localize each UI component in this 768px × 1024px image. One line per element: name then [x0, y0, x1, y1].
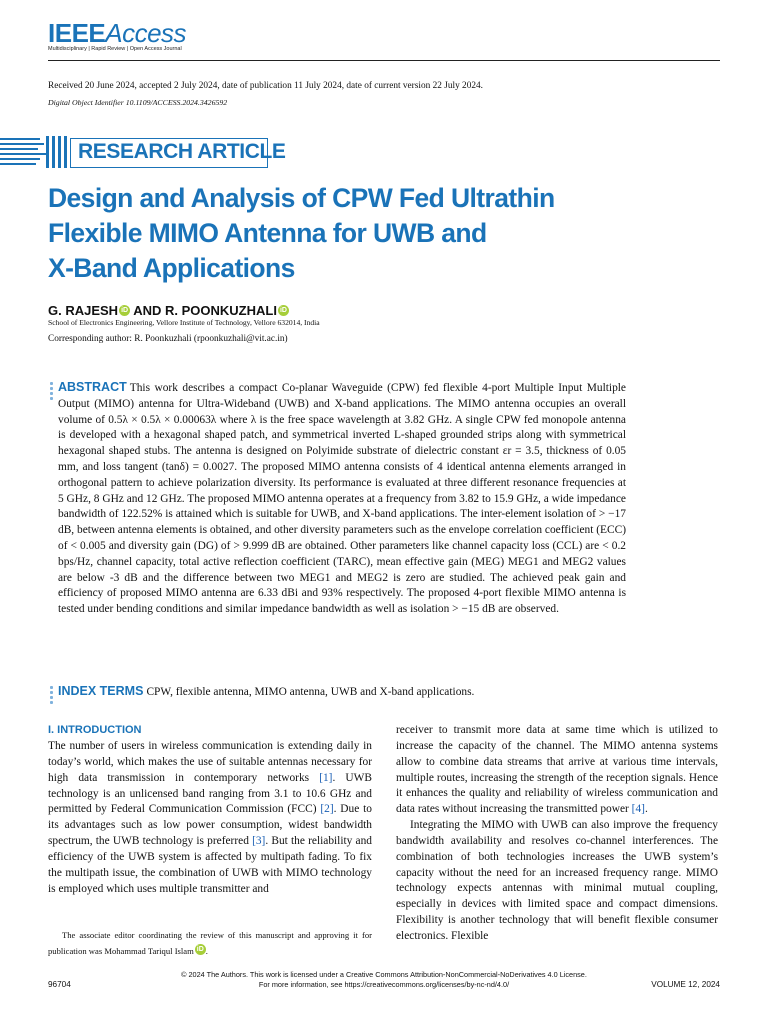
orcid-icon[interactable]: iD — [196, 945, 204, 953]
orcid-icon[interactable]: iD — [279, 307, 287, 314]
corresponding-author: Corresponding author: R. Poonkuzhali (rpoonkuzhali@vit.ac.in) — [48, 334, 288, 344]
journal-logo — [48, 19, 186, 47]
abstract — [58, 380, 626, 618]
doi-line[interactable]: Digital Object Identifier 10.1109/ACCESS.2024.3426592 — [48, 98, 228, 107]
body-column-right — [396, 723, 718, 945]
banner-decoration-icon — [0, 135, 70, 169]
paragraph-text: receiver to transmit more data at same time which is utilized to increase the capacity of the channel. The MIMO antenna systems allow to combine data streams that arrive at various time intervals, multiple routes, increasing the strength of the reception signals. Hence it enhances the quality and reliability of wireless communication and data rates without increasing the transmitted power — [396, 724, 718, 816]
article-type-label: RESEARCH ARTICLE — [78, 140, 286, 163]
section-heading: I. INTRODUCTION — [48, 724, 142, 736]
citation-link[interactable]: [3] — [252, 835, 266, 848]
editor-note-end: . — [205, 945, 208, 956]
license-line-1: © 2024 The Authors. This work is licensed under a Creative Commons Attribution-NonCommercial-NoDerivatives 4.0 License. — [181, 970, 587, 979]
page-number: 96704 — [48, 980, 71, 989]
author-affiliation: School of Electronics Engineering, Vellore Institute of Technology, Vellore 632014, India — [48, 318, 320, 327]
abstract-heading: ABSTRACT — [58, 380, 127, 394]
editor-footnote — [48, 928, 372, 959]
abstract-marker-icon — [50, 382, 53, 402]
title-line-3: X-Band Applications — [48, 253, 295, 283]
author-joiner: AND — [130, 303, 165, 318]
abstract-text: This work describes a compact Co-planar Waveguide (CPW) fed flexible 4-port Multiple Input Multiple Output (MIMO) antenna for Ultra-Wideband (UWB) and X-band applications. The MIMO antenna occupies an overall volume of 0.5λ × 0.5λ × 0.00063λ where λ is the free space wavelength at 3.82 GHz. A single CPW fed monopole antenna is developed with a hexagonal shaped patch, and symmetrical inverted L-shaped grounded strips along with symmetrical hexagonal shaped stubs. The antenna is designed on Polyimide substrate of dielectric constant εr = 3.5, thickness of 0.05 mm, and loss tangent (tanδ) = 0.0027. The proposed MIMO antenna consists of 4 identical antenna elements arranged in orthogonal pattern to achieve polarization diversity. Its performance is evaluated at three different resonance frequencies at 5 GHz, 8 GHz and 12 GHz. The proposed MIMO antenna operates at a frequency from 3.82 to 15.9 GHz, a wide impedance bandwidth of 122.52% is attained which is suitable for UWB, and X-band applications. The inter-element isolation of > −17 dB, between antenna elements is obtained, and other diversity parameters such as the envelope correlation coefficient (ECC) of < 0.005 and diversity gain (DG) of > 9.999 dB are obtained. Other parameters like channel capacity loss (CCL) are < 0.2 bps/Hz, channel capacity, total active reflection coefficient (TARC), mean effective gain (MEG) MEG1 and MEG2 values are below -3 dB and the difference between two MEG1 and MEG2 is zero are studied. The achieved peak gain and efficiency of proposed MIMO antenna are 6.33 dBi and 93% respectively. The proposed 4-port flexible MIMO antenna is tested under bending conditions and similar impedance bandwidth as well as isolation > −15 dB are observed. — [58, 382, 626, 616]
logo-access-text: Access — [105, 18, 187, 48]
author-name-1: G. RAJESH — [48, 303, 119, 318]
publication-dates: Received 20 June 2024, accepted 2 July 2024, date of publication 11 July 2024, date of current version 22 July 2024. — [48, 81, 483, 91]
title-line-1: Design and Analysis of CPW Fed Ultrathin — [48, 183, 555, 213]
index-terms — [58, 684, 678, 701]
index-terms-heading: INDEX TERMS — [58, 684, 144, 698]
intro-paragraph-2: Integrating the MIMO with UWB can also improve the frequency bandwidth availability and resolves co-channel interferences. The combination of both technologies increases the UWB system’s capacity without the need for an increased frequency range. MIMO technology expects antennas with minimal mutual coupling, especially in devices with limited space and compact dimensions. Flexibility is another technology that will benefit flexible consumer electronics. Flexible — [396, 819, 718, 942]
orcid-icon[interactable]: iD — [121, 307, 129, 314]
paragraph-text: . — [644, 803, 648, 816]
article-title — [48, 181, 648, 286]
index-terms-text: CPW, flexible antenna, MIMO antenna, UWB and X-band applications. — [146, 686, 475, 698]
author-name-2: R. POONKUZHALI — [164, 303, 277, 318]
paragraph-text: The number of users in wireless communication is extending daily in today’s world, which makes the use of suitable antennas necessary for high data transmission in contemporary networks — [48, 740, 372, 784]
paragraph-text: . But the reliability and efficiency of the UWB system is affected by multipath fading. To fix the multipath issue, the combination of UWB with MIMO technology is employed which uses multiple transmitter and — [48, 835, 372, 895]
volume-label: VOLUME 12, 2024 — [651, 980, 720, 989]
paragraph-text: . UWB technology is an unlicensed band ranging from 3.1 to 10.6 GHz and permitted by Federal Communication Commission (FCC) — [48, 771, 372, 816]
intro-paragraph-1-continued — [396, 723, 718, 818]
citation-link[interactable]: [4] — [631, 803, 645, 816]
index-terms-marker-icon — [50, 686, 53, 706]
title-line-2: Flexible MIMO Antenna for UWB and — [48, 218, 487, 248]
body-column-left — [48, 739, 372, 897]
intro-paragraph-1 — [48, 739, 372, 897]
journal-tagline: Multidisciplinary | Rapid Review | Open Access Journal — [48, 46, 182, 52]
citation-link[interactable]: [1] — [319, 771, 333, 784]
license-line-2[interactable]: For more information, see https://creativecommons.org/licenses/by-nc-nd/4.0/ — [258, 980, 510, 989]
header-divider — [48, 60, 720, 61]
author-line — [48, 303, 289, 318]
citation-link[interactable]: [2] — [320, 803, 334, 816]
paragraph-text: . Due to its advantages such as low power consumption, widest bandwidth spectrum, the UWB technology is preferred — [48, 803, 372, 848]
editor-note-text: The associate editor coordinating the review of this manuscript and approving it for publication was Mohammad Tariqul Islam — [48, 930, 372, 956]
logo-ieee-text: IEEE — [48, 18, 106, 48]
